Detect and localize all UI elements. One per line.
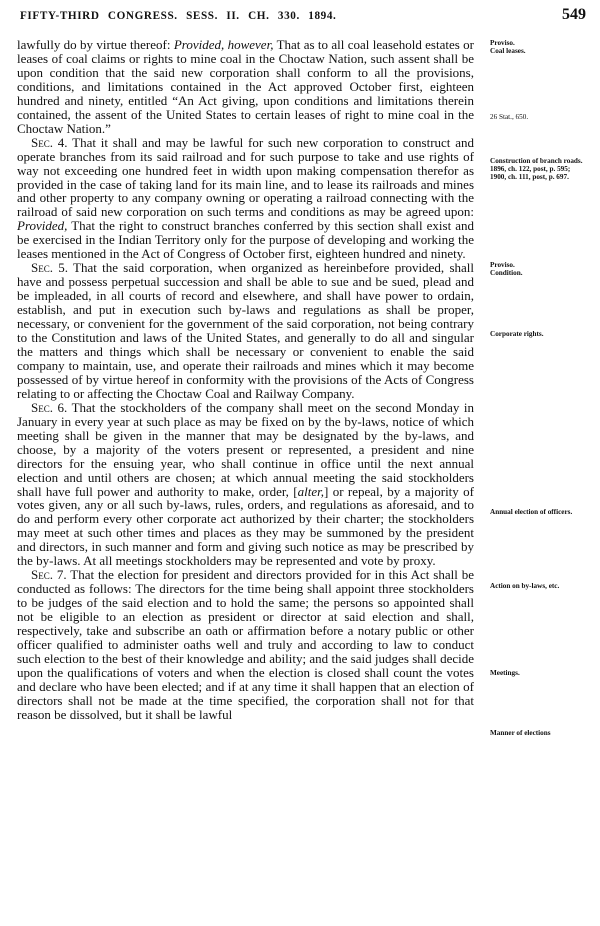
margin-note <box>490 331 588 339</box>
margin-note-line: Manner of elections <box>490 729 551 737</box>
margin-note <box>490 583 588 591</box>
margin-note-line: Proviso. <box>490 261 515 269</box>
margin-note-line: Action on by-laws, etc. <box>490 582 560 590</box>
margin-note <box>490 262 588 278</box>
italic-text: Provided, however, <box>173 37 274 52</box>
margin-note-line: 1896, ch. 122, post, p. 595; 1900, ch. 111, post, p. 697. <box>490 164 571 181</box>
italic-text: Provided, <box>17 218 68 234</box>
margin-note-line: Proviso. <box>490 39 515 47</box>
margin-note <box>490 509 588 517</box>
section-number: Sec. 4. <box>31 134 68 150</box>
text-run: lawfully do by virtue thereof: <box>17 37 174 52</box>
text-run: That the right to construct branches conferred by this section shall exist and be exercised in the Indian Territory only for the purpose of developing and working the leases mentioned in the Act of Congress of October first, eighteen hundred and ninety. <box>17 218 474 262</box>
text-run: ] or repeal, by a majority of votes given, any or all such by-laws, rules, orders, and regulations as aforesaid, and to do and perform every other corporate act authorized by their charter; the stockholders may meet at such other times and places as they may be summoned by the president and directors, in such manner and form and giving such notice as may be prescribed by the by-laws. At all meetings stockholders may be represented and vote by proxy. <box>17 483 474 569</box>
section-number: Sec. 5. <box>31 260 69 276</box>
page-number: 549 <box>562 6 586 23</box>
section-paragraph <box>17 261 474 401</box>
text-run: That as to all coal leasehold estates or leases of coal claims or rights to mine coal in the Choctaw Nation, such assent shall be upon condition that the said new corporation shall conform to all the provisions, conditions, and limitations contained in the Act approved October first, eighteen hundred and ninety, entitled “An Act giving, upon conditions and limitations therein contained, the assent of the United States to certain leases of right to mine coal in the Choctaw Nation.” <box>17 37 474 136</box>
margin-note-line: Corporate rights. <box>490 330 544 338</box>
section-paragraph <box>17 401 474 568</box>
italic-text: alter, <box>297 483 324 499</box>
margin-note-line: Condition. <box>490 268 523 277</box>
section-number: Sec. 7. <box>31 567 67 583</box>
margin-note-line: Meetings. <box>490 669 520 677</box>
margin-note-line: Construction of branch roads. <box>490 157 583 165</box>
section-paragraph <box>17 38 474 136</box>
page-header <box>14 8 586 28</box>
margin-note <box>490 158 588 181</box>
text-run: That it shall and may be lawful for such new corporation to construct and operate branches from its said railroad and for such purpose to take and use rights of way not exceeding one hundred feet in width upon making compensation therefor as provided in the case of taking land for its main line, and to lease its railroads and mines and other property to any company owning or operating a railroad connecting with the railroad of said new corporation on such terms and conditions as may be agreed upon: <box>17 134 474 220</box>
running-title: FIFTY-THIRD CONGRESS. SESS. II. CH. 330. 1894. <box>20 10 337 22</box>
margin-note-line: 26 Stat., 650. <box>490 113 529 121</box>
margin-note <box>490 730 588 738</box>
section-paragraph <box>17 568 474 721</box>
section-number: Sec. 6. <box>31 399 68 415</box>
text-run: That the election for president and directors provided for in this Act shall be conducted as follows: The directors for the time being shall appoint three stockholders to be judges of the said election and to hold the same; the persons so appointed shall not be eligible to an election as president or director at said election and shall, respectively, take and subscribe an oath or affirmation before a notary public or other officer qualified to administer oaths well and truly and according to law to conduct such election to the best of their knowledge and ability; and the said judges shall decide upon the qualifications of voters and when the election is closed shall count the votes and declare who have been elected; and if at any time it shall happen that an election of directors shall not be made at the time specified, the corporation shall not for that reason be dissolved, but it shall be lawful <box>17 567 474 722</box>
text-run: That the stockholders of the company shall meet on the second Monday in January in every year at such place as may be fixed on by the by-laws, notice of which meeting shall be given in the manner that may be designated by the by-laws, and choose, by a majority of the voters present or represented, a president and nine directors for the ensuing year, who shall continue in office until the next annual election and until others are chosen; at which annual meeting the said stockholders shall have full power and authority to make, order, [ <box>17 399 474 499</box>
margin-note <box>490 114 588 122</box>
margin-note <box>490 670 588 678</box>
text-run: That the said corporation, when organized as hereinbefore provided, shall have and possess perpetual succession and shall be able to sue and be sued, plead and be impleaded, in all courts of record and elsewhere, and shall have power to ordain, establish, and put in execution such by-laws and regulations as shall be proper, necessary, or convenient for the government of the said corporation, not being contrary to the Constitution and laws of the United States, and generally to do all and singular the matters and things which shall be necessary or convenient to enable the said company to maintain, use, and operate their railroads and mines which it may become possessed of by virtue hereof in conformity with the provisions of the Acts of Congress relating to or affecting the Choctaw Coal and Railway Company. <box>17 260 475 401</box>
margin-note-line: Coal leases. <box>490 46 526 55</box>
section-paragraph <box>17 136 474 262</box>
margin-note-line: Annual election of officers. <box>490 508 573 516</box>
statute-text <box>17 38 474 722</box>
margin-note <box>490 40 588 56</box>
